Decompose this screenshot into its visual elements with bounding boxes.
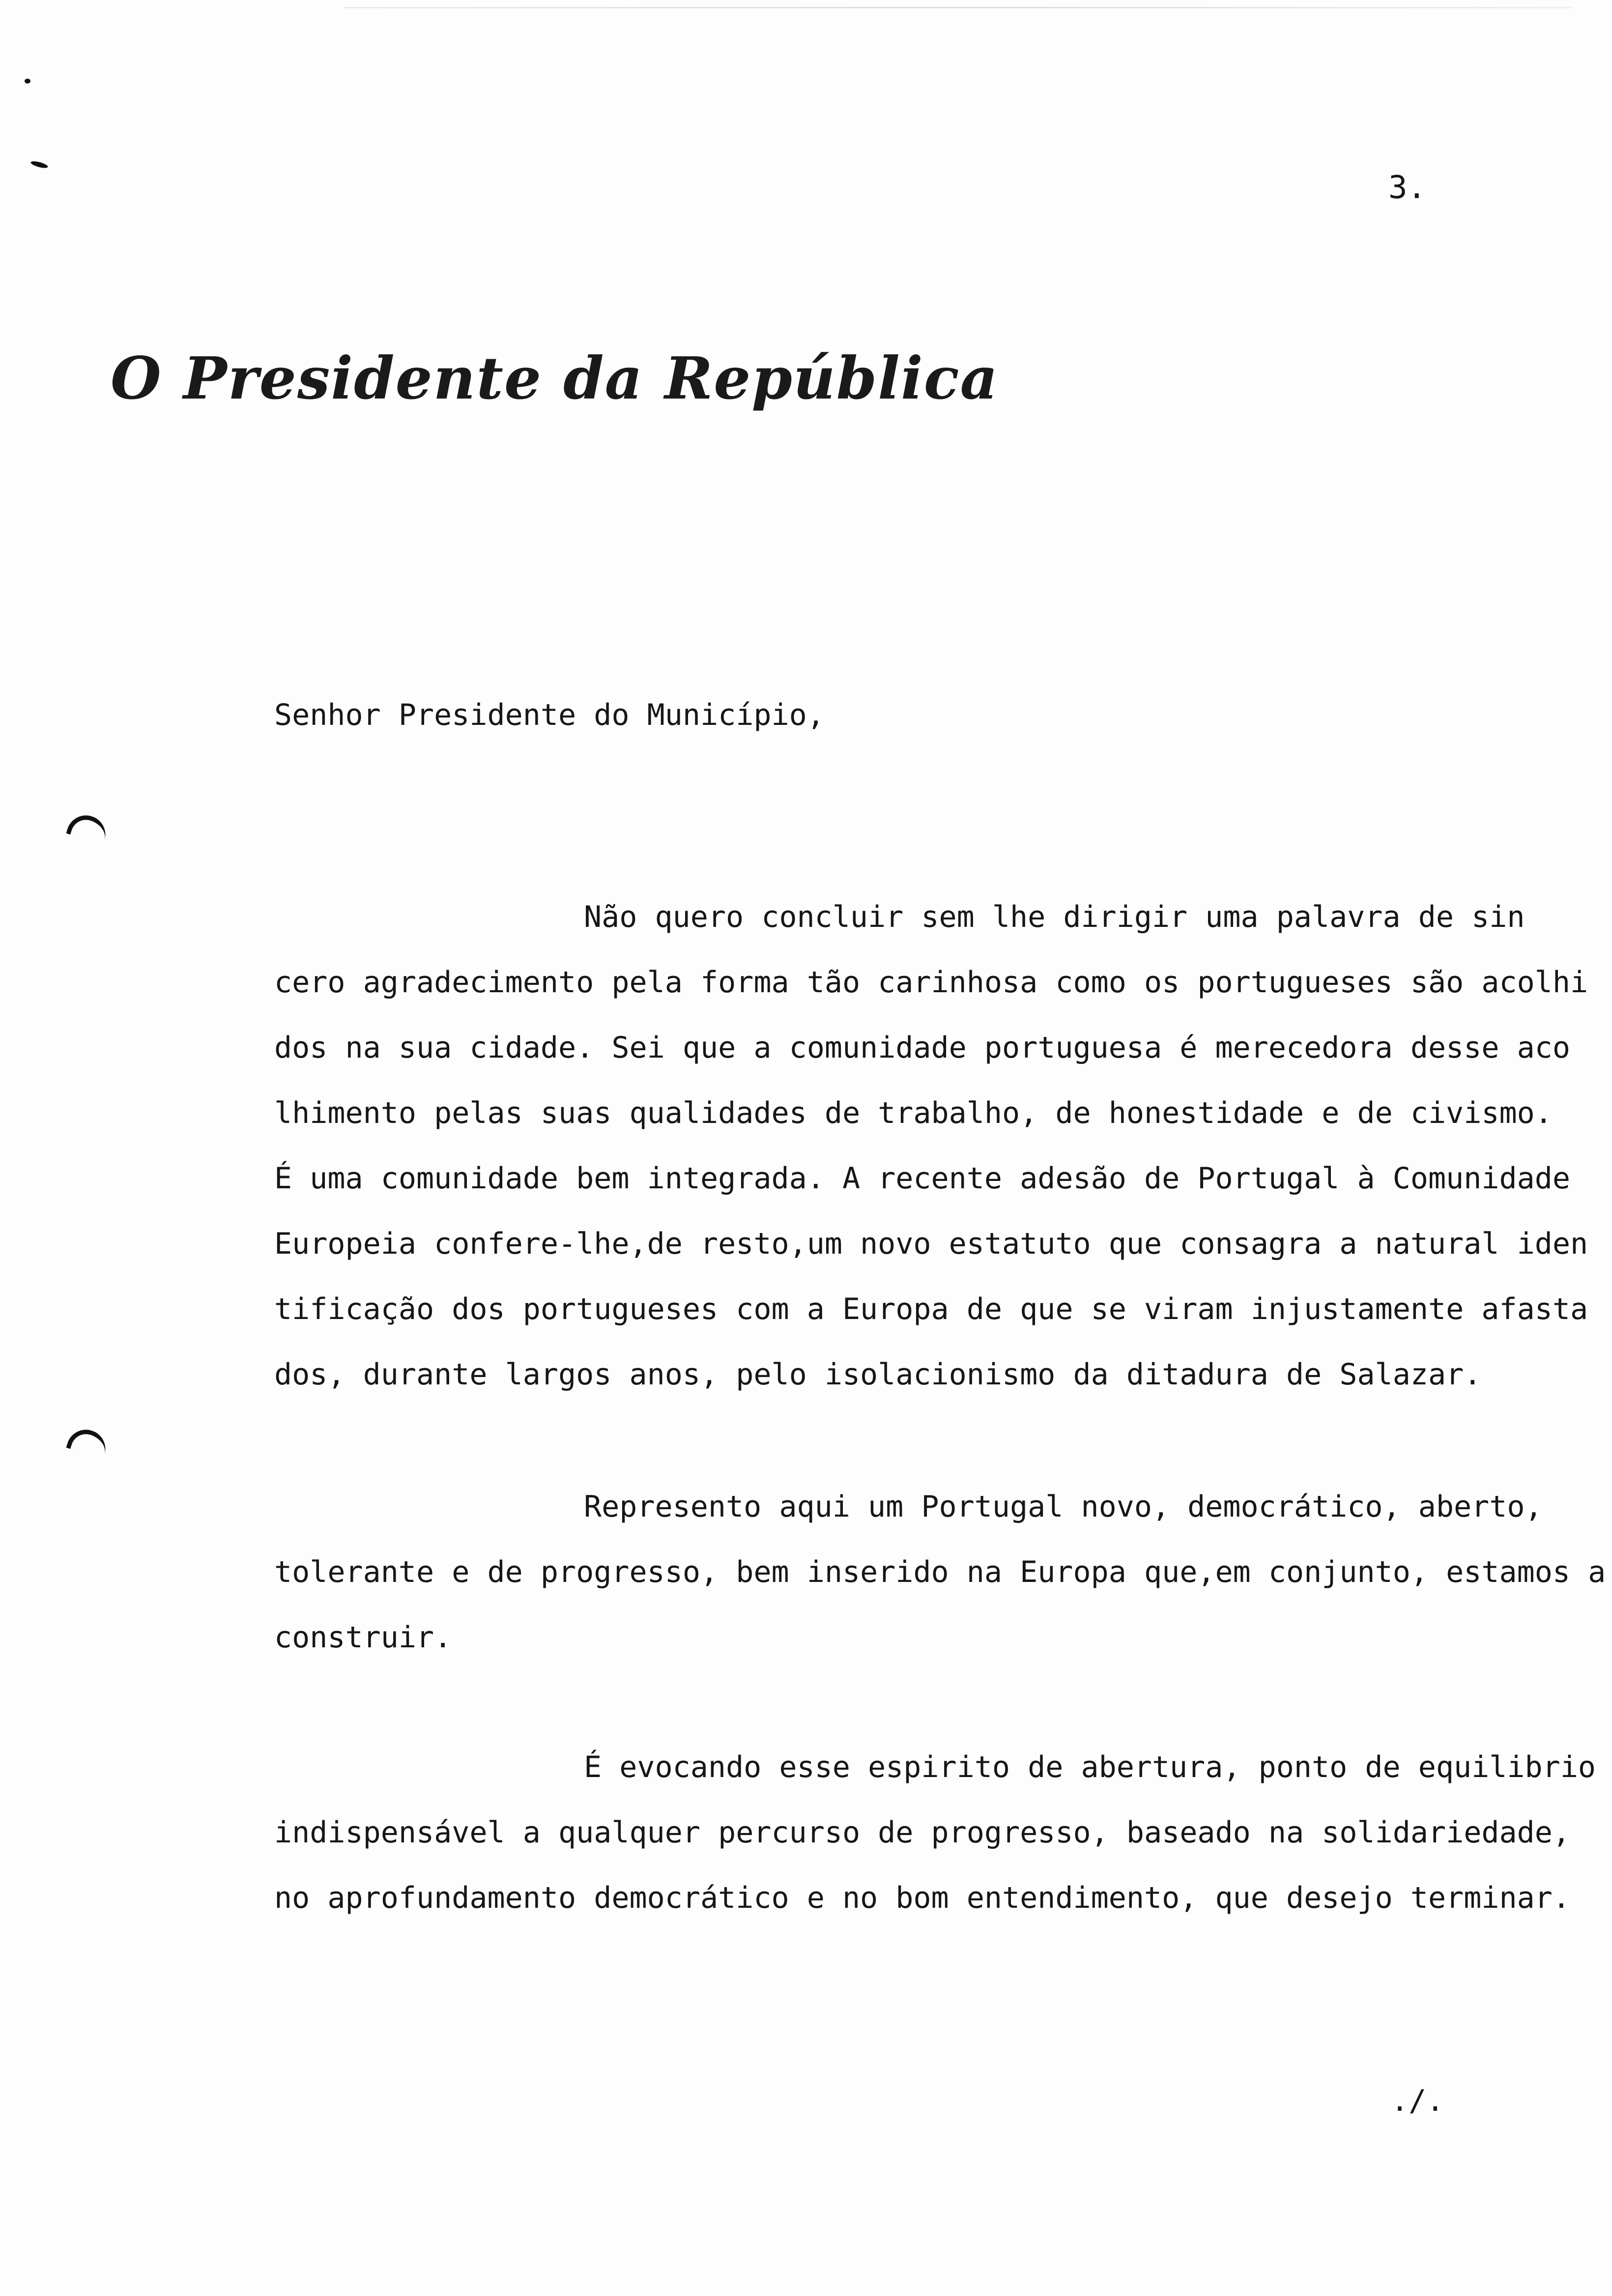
- body-paragraph: [274, 1735, 1596, 1931]
- page-number: 3.: [1388, 170, 1427, 206]
- scan-edge-line: [344, 7, 1573, 8]
- paragraph-line: É evocando esse espirito de abertura, ponto de equilibrio: [584, 1750, 1596, 1784]
- body-paragraph: [274, 885, 1588, 1407]
- letterhead: O Presidente da República: [111, 344, 999, 412]
- paragraph-line: Europeia confere-lhe,de resto,um novo estatuto que consagra a natural iden: [274, 1227, 1588, 1261]
- paragraph-line: construir.: [274, 1620, 452, 1655]
- paragraph-line: indispensável a qualquer percurso de progresso, baseado na solidariedade,: [274, 1815, 1570, 1850]
- scan-speck: [25, 79, 30, 84]
- body-paragraph: [274, 1474, 1606, 1670]
- paragraph-line: É uma comunidade bem integrada. A recente adesão de Portugal à Comunidade: [274, 1161, 1570, 1196]
- hole-punch-mark: [66, 1425, 110, 1460]
- paragraph-line: dos, durante largos anos, pelo isolacionismo da ditadura de Salazar.: [274, 1357, 1482, 1392]
- hole-punch-mark: [66, 810, 110, 845]
- salutation: Senhor Presidente do Município,: [274, 698, 825, 732]
- paragraph-line: Não quero concluir sem lhe dirigir uma palavra de sin: [584, 900, 1525, 934]
- paragraph-line: cero agradecimento pela forma tão carinhosa como os portugueses são acolhi: [274, 965, 1588, 1000]
- paragraph-line: tolerante e de progresso, bem inserido na Europa que,em conjunto, estamos a: [274, 1555, 1606, 1589]
- paragraph-line: Represento aqui um Portugal novo, democrático, aberto,: [584, 1490, 1543, 1524]
- paragraph-line: no aprofundamento democrático e no bom entendimento, que desejo terminar.: [274, 1881, 1570, 1915]
- paragraph-line: dos na sua cidade. Sei que a comunidade portuguesa é merecedora desse aco: [274, 1031, 1570, 1065]
- scan-speck: [30, 160, 48, 170]
- paragraph-line: lhimento pelas suas qualidades de trabalho, de honestidade e de civismo.: [274, 1096, 1553, 1130]
- continuation-mark: ./.: [1391, 2084, 1444, 2118]
- paragraph-line: tificação dos portugueses com a Europa de que se viram injustamente afasta: [274, 1292, 1588, 1326]
